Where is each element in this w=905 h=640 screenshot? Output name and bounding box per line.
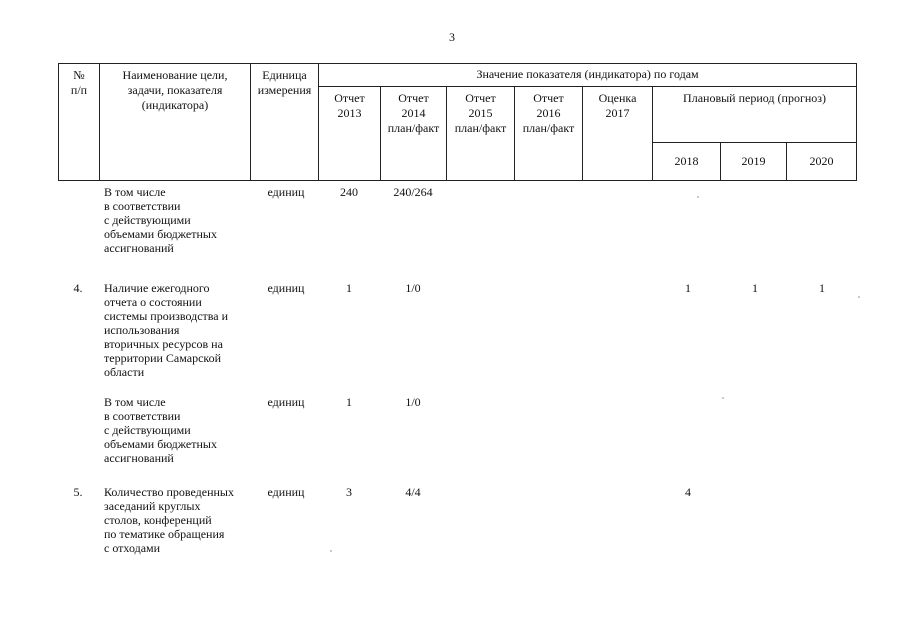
header-num-line: п/п [70,83,88,97]
header-year-2019: 2019 [721,143,787,181]
row-value-2013: 240 [340,185,358,199]
scan-speck [722,397,724,399]
scan-speck [697,196,699,198]
header-col-line: Отчет [334,90,365,105]
row-name-line: Количество проведенных [104,485,234,499]
row-name-line: территории Самарской [104,351,222,365]
header-col-line: 2013 [337,105,362,120]
row-name-line: ассигнований [104,451,174,465]
row-value-2019: 1 [752,281,758,295]
row-name-line: в соответствии [104,199,181,213]
header-year-2018: 2018 [653,143,721,181]
row-name-line: объемами бюджетных [104,437,217,451]
row-value-2014: 4/4 [405,485,421,499]
row-name-line: столов, конференций [104,513,212,527]
header-col-line: Отчет [465,90,496,105]
header-col-line: 2014 [401,105,426,120]
header-name-line: (индикатора) [141,98,209,112]
header-col-2016 [515,86,583,180]
row-value-2013: 1 [346,281,352,295]
row-name-line: системы производства и [104,309,229,323]
header-unit-line: измерения [257,83,312,97]
row-name-line: заседаний круглых [104,499,201,513]
row-value-2018: 1 [685,281,691,295]
row-name-line: объемами бюджетных [104,227,217,241]
row-value-2014: 240/264 [393,185,433,199]
header-col-line: план/факт [387,120,440,135]
header-num-line: № [73,68,85,82]
header-col-2013 [319,86,381,180]
header-unit-line: Единица [262,68,307,82]
table-header [58,63,857,181]
header-col-2015 [447,86,515,180]
row-name-line: по тематике обращения [104,527,225,541]
header-num-cell [59,64,100,181]
row-value-2013: 3 [346,485,352,499]
page-number: 3 [449,30,455,44]
row-name-line: с действующими [104,423,191,437]
header-col-line: план/факт [522,120,575,135]
header-col-2014 [381,86,447,180]
row-name [104,185,254,255]
row-number: 5. [73,485,83,499]
row-name-line: использования [104,323,180,337]
row-value-2013: 1 [346,395,352,409]
row-name-line: отчета о состоянии [104,295,202,309]
row-value-2018: 4 [685,485,691,499]
header-values-title: Значение показателя (индикатора) по годам [319,64,857,87]
header-col-line: 2016 [536,105,561,120]
row-value-2014: 1/0 [405,395,421,409]
row-name [104,281,254,379]
header-plan-period: Плановый период (прогноз) [653,86,857,142]
row-name-line: ассигнований [104,241,174,255]
header-col-line: 2017 [605,105,630,120]
row-unit: единиц [267,395,305,409]
row-name-line: с отходами [104,541,161,555]
row-unit: единиц [267,281,305,295]
header-col-line: 2015 [468,105,493,120]
row-name [104,395,254,465]
row-name-line: В том числе [104,395,166,409]
header-name-cell [100,64,251,181]
row-unit: единиц [267,185,305,199]
row-name-line: В том числе [104,185,166,199]
header-col-2017 [583,86,653,180]
row-value-2014: 1/0 [405,281,421,295]
header-year-2020: 2020 [787,143,857,181]
header-name-line: задачи, показателя [127,83,223,97]
scan-speck [330,550,332,552]
row-value-2020: 1 [819,281,825,295]
row-name-line: вторичных ресурсов на [104,337,223,351]
header-col-line: Отчет [398,90,429,105]
row-unit: единиц [267,485,305,499]
scan-speck [858,296,860,298]
row-name-line: с действующими [104,213,191,227]
row-name [104,485,254,555]
header-name-line: Наименование цели, [122,68,228,82]
header-col-line: план/факт [454,120,507,135]
row-name-line: в соответствии [104,409,181,423]
header-unit-cell [251,64,319,181]
header-col-line: Оценка [598,90,637,105]
row-name-line: Наличие ежегодного [104,281,210,295]
header-col-line: Отчет [533,90,564,105]
row-name-line: области [104,365,145,379]
row-number: 4. [73,281,83,295]
